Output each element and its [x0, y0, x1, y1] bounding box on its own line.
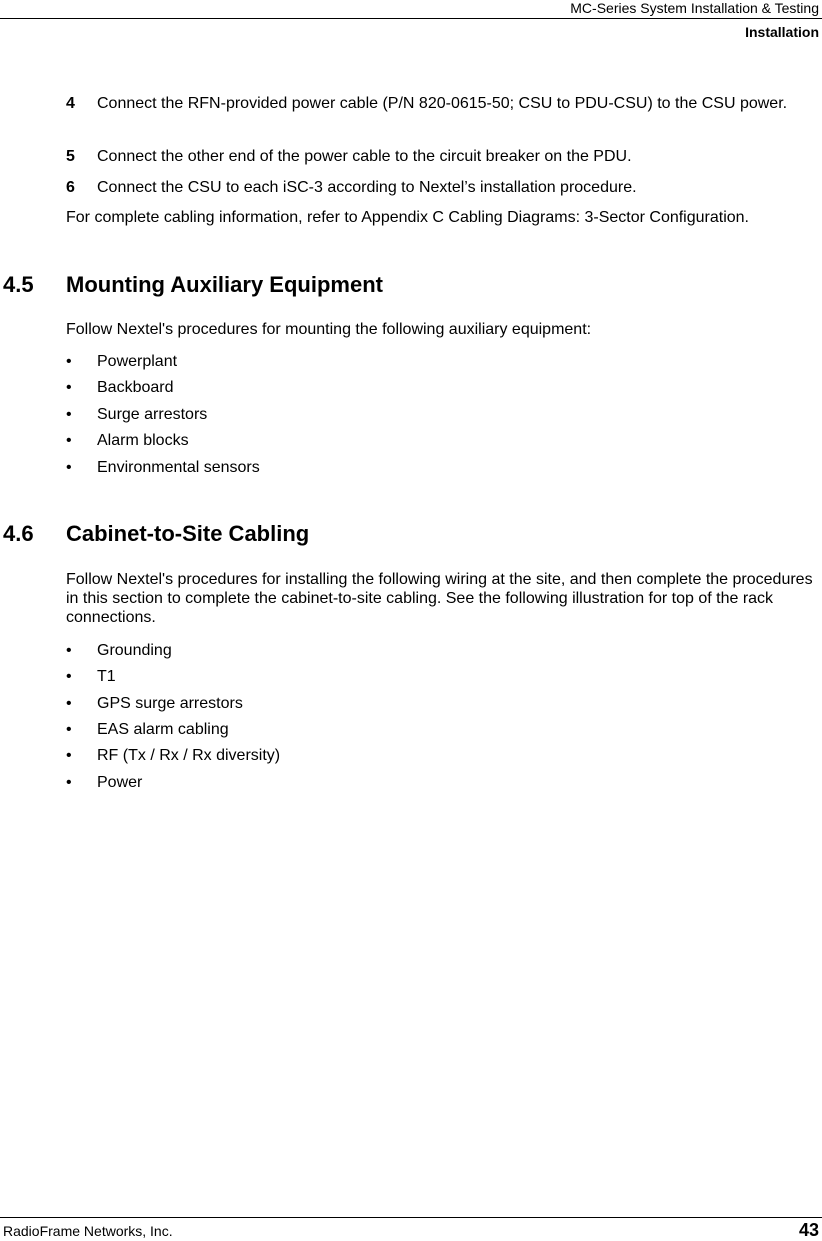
list-item-label: Power [97, 774, 143, 791]
section-intro: Follow Nextel's procedures for installing the following wiring at the site, and then complete the procedures in this section to complete the cabinet-to-site cabling. See the following illustration for top of the rack connections. [66, 571, 813, 626]
list-item [66, 458, 260, 477]
list-item-label: Alarm blocks [97, 432, 189, 449]
list-item [66, 773, 142, 792]
list-item-label: Surge arrestors [97, 406, 208, 423]
list-item-label: EAS alarm cabling [97, 721, 229, 738]
list-item [66, 352, 177, 371]
step-text: Connect the CSU to each iSC-3 according to Nextel’s installation procedure. [97, 179, 637, 196]
header-divider [0, 18, 822, 19]
bullet-marker: • [66, 379, 72, 396]
step-item [66, 94, 806, 113]
running-header-section: Installation [745, 24, 819, 40]
bullet-marker: • [66, 721, 72, 738]
list-item [66, 694, 243, 713]
list-item-label: Grounding [97, 642, 172, 659]
step-number: 4 [66, 95, 75, 112]
list-item-label: GPS surge arrestors [97, 695, 243, 712]
page-number: 43 [798, 1220, 819, 1240]
section-intro: Follow Nextel's procedures for mounting the following auxiliary equipment: [66, 321, 592, 338]
cabling-reference-note: For complete cabling information, refer to Appendix C Cabling Diagrams: 3-Sector Configuration. [66, 209, 749, 226]
step-item [66, 147, 806, 166]
bullet-marker: • [66, 747, 72, 764]
bullet-marker: • [66, 668, 72, 685]
step-text: Connect the RFN-provided power cable (P/N 820-0615-50; CSU to PDU-CSU) to the CSU power. [97, 95, 788, 112]
list-item [66, 746, 280, 765]
bullet-marker: • [66, 353, 72, 370]
list-item [66, 378, 174, 397]
step-number: 5 [66, 148, 75, 165]
list-item-label: Powerplant [97, 353, 178, 370]
list-item [66, 720, 229, 739]
section-title: Mounting Auxiliary Equipment [66, 272, 383, 297]
list-item [66, 405, 207, 424]
section-heading-4-5 [3, 272, 383, 298]
list-item-label: T1 [97, 668, 116, 685]
list-item [66, 641, 172, 660]
list-item-label: Environmental sensors [97, 459, 260, 476]
step-item [66, 178, 806, 197]
section-number: 4.6 [3, 521, 34, 546]
running-header-title: MC-Series System Installation & Testing [570, 0, 819, 16]
section-title: Cabinet-to-Site Cabling [66, 521, 310, 546]
section-heading-4-6 [3, 521, 309, 547]
list-item-label: RF (Tx / Rx / Rx diversity) [97, 747, 281, 764]
footer-company: RadioFrame Networks, Inc. [3, 1223, 173, 1239]
bullet-marker: • [66, 642, 72, 659]
list-item [66, 667, 116, 686]
step-number: 6 [66, 179, 75, 196]
bullet-marker: • [66, 432, 72, 449]
section-number: 4.5 [3, 272, 34, 297]
list-item-label: Backboard [97, 379, 174, 396]
bullet-marker: • [66, 459, 72, 476]
bullet-marker: • [66, 695, 72, 712]
footer-divider [0, 1217, 822, 1218]
bullet-marker: • [66, 406, 72, 423]
step-text: Connect the other end of the power cable to the circuit breaker on the PDU. [97, 148, 632, 165]
bullet-marker: • [66, 774, 72, 791]
list-item [66, 431, 189, 450]
